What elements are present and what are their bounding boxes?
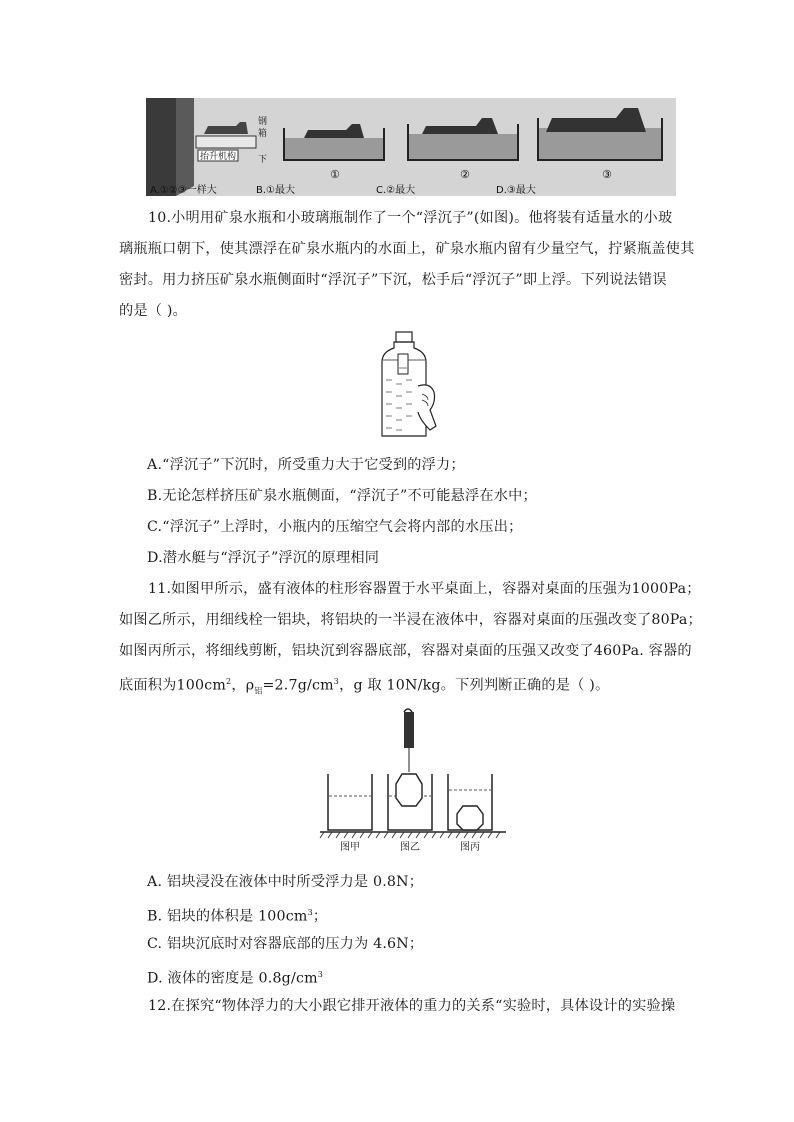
svg-text:箱: 箱 — [258, 129, 268, 139]
containers-diagram — [318, 704, 508, 856]
ship-lift-photo — [146, 98, 676, 196]
label-bing: 图丙 — [460, 842, 480, 853]
q11-line-3: 如图丙所示，将细线剪断，铝块沉到容器底部，容器对桌面的压强又改变了460Pa. 容器的 — [119, 643, 692, 659]
q11-line-4: 底面积为$100cm^2$，$\rho_铝=2.7g/cm^3$，g 取 10N/kg。下列判断正确的是（ )。 — [119, 677, 610, 696]
lock-1-number: ① — [330, 168, 340, 181]
bottle-cap — [396, 332, 412, 342]
lock-2-number: ② — [460, 168, 470, 181]
aluminum-block-sunk — [457, 806, 483, 830]
strip-option-d: D.③最大 — [496, 185, 536, 196]
q12-line-1: 12.在探究“物体浮力的大小跟它排开液体的重力的关系“实验时，具体设计的实验操 — [148, 998, 676, 1014]
bottle-diagram — [370, 330, 440, 442]
small-vial — [398, 354, 408, 374]
q10-line-4: 的是（ )。 — [119, 303, 187, 319]
q11-line-2: 如图乙所示，用细线栓一铝块，将铝块的一半浸在液体中，容器对桌面的压强改变了80Pa； — [119, 612, 702, 628]
q11-option-c: C. 铝块沉底时对容器底部的压力为 4.6N； — [147, 936, 424, 952]
q10-option-a: A.“浮沉子”下沉时，所受重力大于它受到的浮力； — [147, 457, 465, 473]
strip-option-b: B.①最大 — [256, 185, 296, 196]
svg-text:下: 下 — [258, 155, 268, 165]
label-yi: 图乙 — [400, 842, 420, 853]
q10-line-3: 密封。用力挤压矿泉水瓶侧面时“浮沉子”下沉，松手后“浮沉子”即上浮。下列说法错误 — [119, 272, 667, 288]
q10-option-d: D.潜水艇与“浮沉子”浮沉的原理相同 — [147, 550, 380, 566]
ship-lift-figure — [146, 98, 676, 196]
q10-option-c: C.“浮沉子”上浮时，小瓶内的压缩空气会将内部的水压出； — [147, 519, 523, 535]
spring-scale — [404, 712, 414, 748]
tower-block — [146, 98, 176, 196]
q11-option-a: A. 铝块浸没在液体中时所受浮力是 0.8N； — [147, 874, 424, 890]
q11-option-b: B. 铝块的体积是 $100cm^3$； — [147, 908, 328, 925]
q10-option-b: B.无论怎样挤压矿泉水瓶侧面，“浮沉子”不可能悬浮在水中； — [147, 488, 537, 504]
container-jia — [328, 774, 372, 830]
svg-text:钢: 钢 — [258, 117, 268, 127]
q10-line-1: 10.小明用矿泉水瓶和小玻璃瓶制作了一个“浮沉子”(如图)。他将装有适量水的小玻 — [148, 210, 673, 226]
hand — [418, 385, 436, 430]
strip-option-a: A.①②③一样大 — [150, 185, 217, 196]
label-jia: 图甲 — [340, 842, 360, 853]
aluminum-block-hanging — [396, 774, 422, 806]
lock-3-number: ③ — [602, 168, 612, 181]
q10-line-2: 璃瓶瓶口朝下，使其漂浮在矿泉水瓶内的水面上，矿泉水瓶内留有少量空气，拧紧瓶盖使其 — [119, 241, 695, 257]
mechanism-label: 抬升机构 — [200, 152, 237, 162]
q11-option-d: D. 液体的密度是 $0.8g/cm^3$ — [147, 970, 324, 987]
containers-figure — [318, 704, 508, 856]
strip-option-c: C.②最大 — [376, 185, 416, 196]
cartesian-diver-figure — [370, 330, 440, 442]
q11-line-1: 11.如图甲所示，盛有液体的柱形容器置于水平桌面上，容器对桌面的压强为1000Pa； — [148, 581, 701, 597]
